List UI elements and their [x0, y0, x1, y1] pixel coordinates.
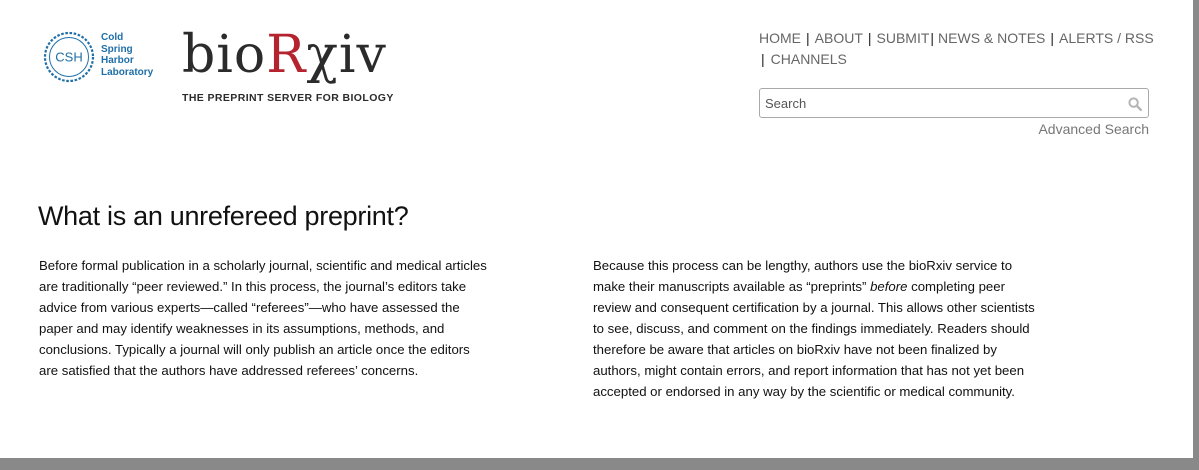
- csh-line: Laboratory: [101, 66, 154, 78]
- csh-monogram: CSH: [55, 49, 83, 65]
- brand-suffix: χiv: [306, 25, 387, 85]
- paragraph-text: completing peer review and consequent certification by a journal. This allows other scientists to see, discuss, and comment on the findings immediately. Readers should therefore be aware that articles on bioRxiv have not been finalized by authors, might contain errors, and report information that has not yet been accepted or endorsed in any way by the scientific or medical community.: [593, 279, 1035, 399]
- brand-prefix: bio: [182, 25, 267, 85]
- nav-separator: |: [761, 51, 765, 67]
- nav-channels-link[interactable]: CHANNELS: [770, 51, 847, 67]
- top-nav-row-2: [759, 49, 1159, 70]
- csh-line: Spring: [101, 43, 133, 55]
- biorxiv-logo-link[interactable]: [182, 26, 394, 104]
- csh-ring-logo-icon: [41, 29, 97, 85]
- nav-alerts-rss-link[interactable]: ALERTS / RSS: [1059, 30, 1154, 46]
- nav-submit-link[interactable]: SUBMIT: [876, 30, 930, 46]
- top-nav-row-1: [759, 28, 1159, 49]
- csh-line: Cold: [101, 32, 124, 43]
- search-box: [759, 88, 1149, 118]
- paragraph-text: Because this process can be lengthy, authors use the bioRxiv service to make their manuscripts available as “preprints”: [593, 258, 1013, 294]
- brand-accent: R: [266, 25, 307, 85]
- nav-home-link[interactable]: HOME: [759, 30, 801, 46]
- biorxiv-wordmark: [182, 26, 394, 84]
- page-title: What is an unrefereed preprint?: [38, 201, 409, 231]
- emphasis-text: before: [870, 279, 908, 294]
- csh-logo-link[interactable]: [41, 29, 153, 85]
- intro-paragraph-left: Before formal publication in a scholarly journal, scientific and medical articles are traditionally “peer reviewed.” In this process, the journal’s editors take advice from various experts—called “referees”—who have assessed the paper and may identify weaknesses in its assumptions, methods, and conclusions. Typically a journal will only publish an article once the editors are satisfied that the authors have addressed referees’ concerns.: [39, 258, 487, 378]
- nav-separator: |: [930, 30, 935, 46]
- nav-separator: |: [1050, 30, 1055, 46]
- nav-separator: |: [806, 30, 810, 46]
- csh-line: Harbor: [101, 55, 134, 66]
- search-icon[interactable]: [1128, 97, 1142, 111]
- intro-paragraph-right: [593, 255, 1038, 402]
- brand-tagline: THE PREPRINT SERVER FOR BIOLOGY: [182, 92, 394, 104]
- search-input[interactable]: [760, 89, 1120, 117]
- nav-news-notes-link[interactable]: NEWS & NOTES: [938, 30, 1046, 46]
- nav-separator: |: [867, 30, 872, 46]
- advanced-search-link[interactable]: Advanced Search: [1038, 121, 1149, 137]
- csh-wordmark: [101, 32, 153, 78]
- nav-about-link[interactable]: ABOUT: [814, 30, 863, 46]
- top-nav: [759, 28, 1159, 70]
